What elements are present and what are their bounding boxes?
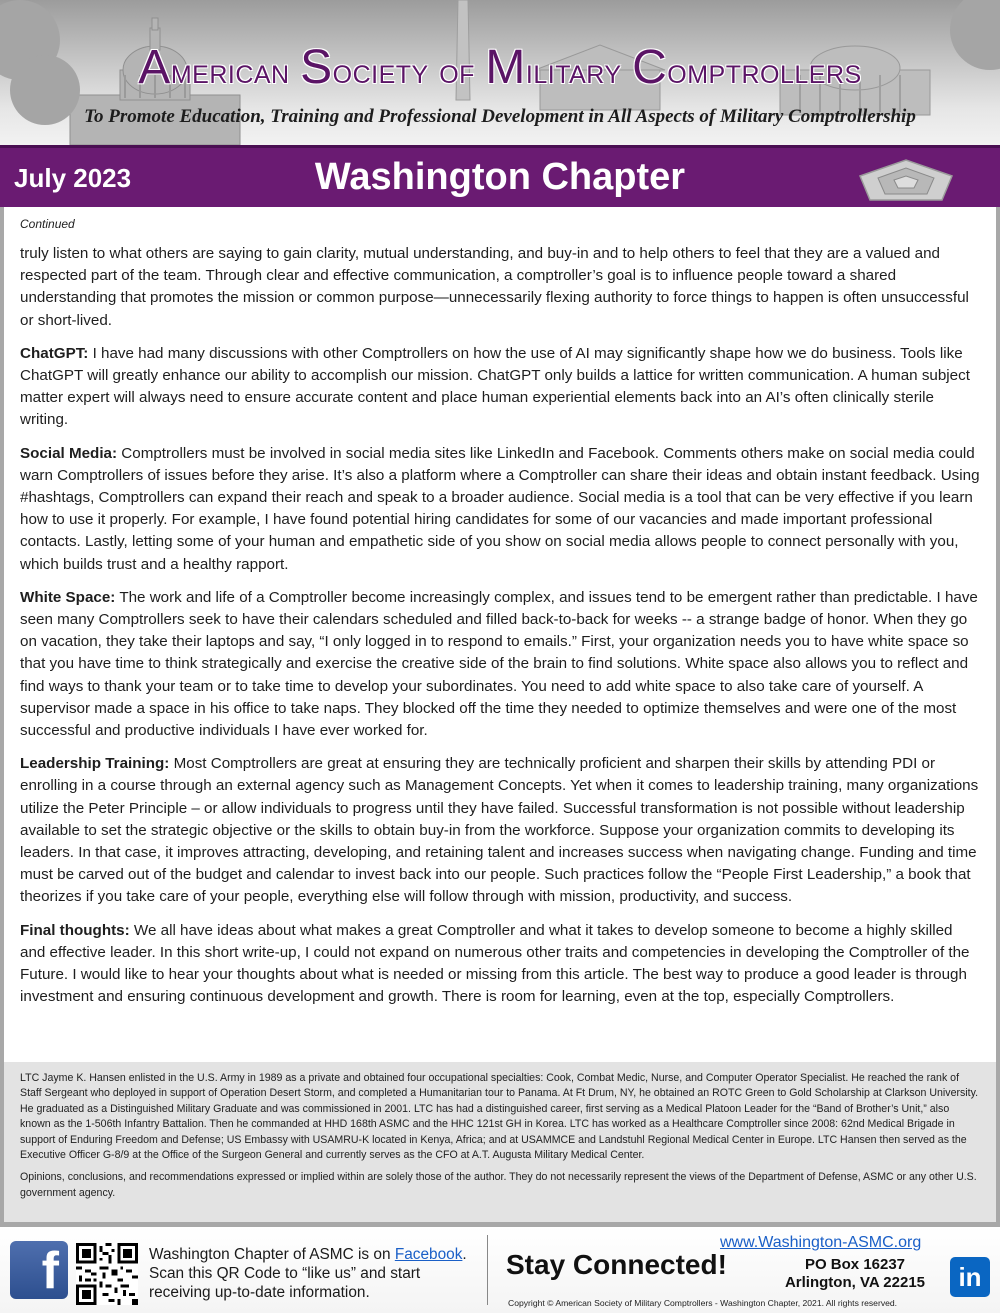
article-text	[20, 243, 980, 1020]
address-line-2: Arlington, VA 22215	[784, 1274, 926, 1291]
chapter-banner	[0, 145, 1000, 207]
linkedin-icon[interactable]: in	[950, 1257, 990, 1297]
facebook-icon[interactable]: f	[10, 1241, 68, 1299]
title-rest-c: omptrollers	[667, 50, 862, 91]
organization-title	[0, 41, 1000, 94]
title-cap-m: M	[485, 41, 526, 94]
footer-vertical-divider	[487, 1235, 488, 1305]
section-leadership-training	[20, 753, 980, 908]
title-cap-s: S	[300, 41, 333, 94]
section-text: I have had many discussions with other Comptrollers on how the use of AI may significantly shape how we do business. Tools like ChatGPT will greatly enhance our ability to accomplish our mission. ChatGPT only builds a lattice for written communication. A human subject matter expert will always need to ensure accurate content and place human experiential elements back into an AI’s often clinically sterile writing.	[20, 344, 970, 429]
section-final-thoughts	[20, 920, 980, 1009]
facebook-promo-text	[149, 1245, 479, 1302]
pentagon-icon	[850, 156, 962, 204]
continued-label: Continued	[20, 217, 75, 231]
section-text: Comptrollers must be involved in social media sites like LinkedIn and Facebook. Comments others make on social media could warn Comptrollers of issues before they arise. It’s also a platform where a Comptroller can share their ideas and obtain instant feedback. Using #hashtags, Comptrollers can expand their reach and speak to a broader audience. Social media is a tool that can be very effective if you learn how to use it properly. For example, I have found potential hiring candidates for some of our vacancies and made important professional contacts. Lastly, letting some of your human and empathetic side of you show on social media allows people to connect personally with you, which builds trust and a healthy rapport.	[20, 444, 980, 573]
fb-text-before: Washington Chapter of ASMC is on	[149, 1246, 395, 1263]
section-heading: Leadership Training:	[20, 755, 170, 773]
fb-text-after: . Scan this QR Code to “like us” and start receiving up-to-date information.	[149, 1246, 467, 1301]
section-chatgpt	[20, 343, 980, 432]
website-link[interactable]: www.Washington-ASMC.org	[720, 1234, 922, 1251]
title-rest-a: merican	[170, 50, 301, 91]
disclaimer: Opinions, conclusions, and recommendations expressed or implied within are solely those of the author. They do not necessarily represent the views of the Department of Defense, ASMC or any other U.S. government agency.	[20, 1171, 977, 1199]
section-text: We all have ideas about what makes a great Comptroller and what it takes to develop someone to become a highly skilled and effective leader. In this short write-up, I could not expand on numerous other traits and competencies in developing the Comptroller of the Future. I would like to hear your thoughts about what is needed or missing from this article. The best way to produce a good leader is through investment and ensuring continuous development and growth. There is room for learning, even at the top, especially Comptrollers.	[20, 921, 970, 1006]
section-text: Most Comptrollers are great at ensuring they are technically proficient and sharpen their skills by attending PDI or enrolling in a course through an external agency such as Management Concepts. Yet when it comes to leadership training, many organizations utilize the Peter Principle – or allow individuals to progress until they have failed. Successful transformation is not possible without leadership available to set the strategic objective or the skills to obtain buy-in from the workforce. Suppose your organization commits to developing its leaders. In that case, it improves attracting, developing, and retaining talent and increases success when navigating change. Funding and time must be carved out of the budget and calendar to invest back into our people. Such practices follow the “People First Leadership,” a book that theorizes if you take care of your people, everything else will follow through with mission, productivity, and success.	[20, 755, 979, 906]
intro-paragraph: truly listen to what others are saying to gain clarity, mutual understanding, and buy-in and to help others to feel that they are a valued and respected part of the team. Through clear and effective communication, a comptroller’s goal is to influence people toward a shared understanding that promotes the mission or common purpose—unnecessarily flexing authority to force things to happen is often unsuccessful or short-lived.	[20, 245, 969, 329]
author-bio: LTC Jayme K. Hansen enlisted in the U.S. Army in 1989 as a private and obtained four occupational specialties: Cook, Combat Medic, Nurse, and Computer Operator Specialist. He reached the rank of Staff Sergeant who deployed in support of Operation Desert Storm, and completed a Humanitarian tour to Panama. At Ft Drum, NY, he obtained an ROTC Green to Gold Scholarship at Clarkson University. He graduated as a Distinguished Military Graduate and was commissioned in 2001. LTC has had a distinguished career, first serving as a Medical Platoon Leader for the “Band of Brother’s Unit,” also known as the 1-506th Infantry Battalion. Then he commanded at HHD 168th ASMC and the HHC 121st GH in Korea. LTC has worked as a Healthcare Comptroller since 2008: 62nd Medical Brigade in support of Enduring Freedom and Defense; US Embassy with USAMRU-K located in Kenya, Africa; and at USAMMCE and Landstuhl Regional Medical Center in Europe. LTC Hansen then served as the Executive Officer G-8/9 at the Office of the Surgeon General and currently serves as the CFO at A.T. Augusta Military Medical Center.	[20, 1072, 979, 1162]
mailing-address	[770, 1256, 940, 1292]
title-cap-a: A	[138, 41, 171, 94]
stay-connected-heading: Stay Connected!	[506, 1249, 727, 1280]
title-cap-c: C	[632, 41, 668, 94]
section-heading: Final thoughts:	[20, 921, 130, 939]
issue-date: July 2023	[14, 163, 132, 193]
tagline: To Promote Education, Training and Professional Development in All Aspects of Military Comptrollership	[84, 106, 916, 127]
author-bio-box	[0, 1062, 1000, 1222]
section-white-space	[20, 587, 980, 742]
section-heading: ChatGPT:	[20, 344, 89, 362]
chapter-name: Washington Chapter	[314, 156, 686, 198]
masthead	[0, 0, 1000, 145]
section-social-media	[20, 443, 980, 576]
footer	[0, 1227, 1000, 1313]
title-rest-m: ilitary	[525, 50, 633, 91]
title-rest-s: ociety of	[332, 50, 486, 91]
article-body	[0, 207, 1000, 1062]
facebook-link[interactable]: Facebook	[394, 1246, 463, 1263]
section-heading: Social Media:	[20, 444, 118, 462]
qr-code-icon	[76, 1243, 138, 1305]
address-line-1: PO Box 16237	[804, 1256, 906, 1273]
section-heading: White Space:	[20, 588, 116, 606]
copyright-notice: Copyright © American Society of Military Comptrollers - Washington Chapter, 2021. All rights reserved.	[508, 1298, 898, 1308]
section-text: The work and life of a Comptroller become increasingly complex, and issues tend to be emergent rather than predictable. I have seen many Comptrollers seek to have their calendars scheduled and filled back-to-back for weeks -- a strange badge of honor. When they go on vacation, they take their laptops and say, “I only logged in to respond to emails.” First, your organization needs you to have white space so that you have time to think strategically and exercise the creative side of the brain to find solutions. White space also allows you to reflect and find ways to thank your team or to take time to develop your subordinates. You need to add white space to also take care of yourself. A supervisor made a space in his office to take naps. They blocked off the time they needed to optimize themselves and were one of the most successful and productive individuals I have ever worked for.	[20, 588, 978, 740]
